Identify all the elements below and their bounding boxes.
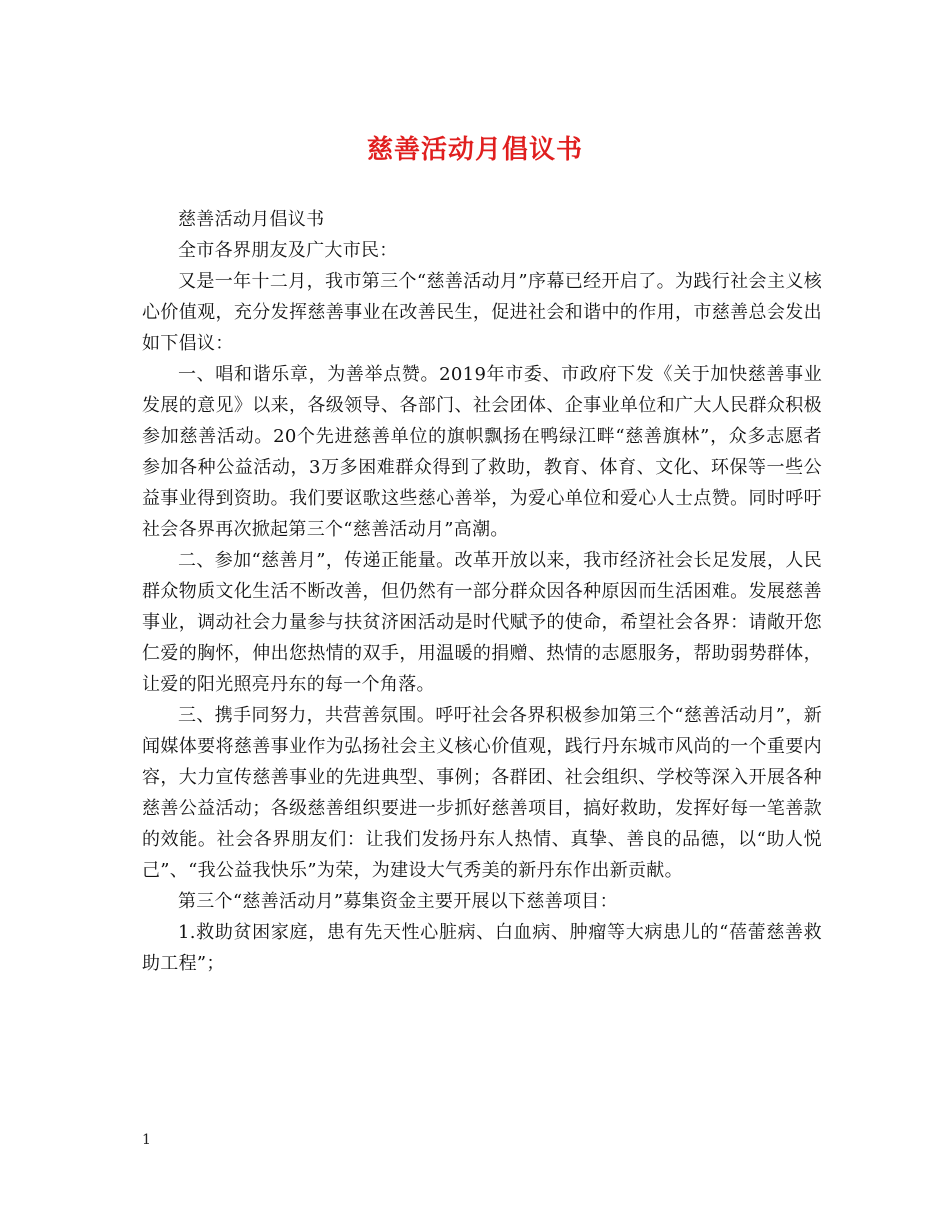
paragraph-point-three: 三、携手同努力，共营善氛围。呼吁社会各界积极参加第三个“慈善活动月”，新闻媒体要将慈善事业作为弘扬社会主义核心价值观，践行丹东城市风尚的一个重要内容，大力宣传慈善事业的先进典型、事例；各群团、社会组织、学校等深入开展各种慈善公益活动；各级慈善组织要进一步抓好慈善项目，搞好救助，发挥好每一笔善款的效能。社会各界朋友们：让我们发扬丹东人热情、真挚、善良的品德，以“助人悦己”、“我公益我快乐”为荣，为建设大气秀美的新丹东作出新贡献。 — [142, 705, 822, 881]
paragraph-intro: 又是一年十二月，我市第三个“慈善活动月”序幕已经开启了。为践行社会主义核心价值观，充分发挥慈善事业在改善民生，促进社会和谐中的作用，市慈善总会发出如下倡议： — [142, 271, 822, 354]
page-number: 1 — [142, 1132, 151, 1148]
paragraph-point-two: 二、参加“慈善月”，传递正能量。改革开放以来，我市经济社会长足发展，人民群众物质文化生活不断改善，但仍然有一部分群众因各种原因而生活困难。发展慈善事业，调动社会力量参与扶贫济困活动是时代赋予的使命，希望社会各界：请敞开您仁爱的胸怀，伸出您热情的双手，用温暖的捐赠、热情的志愿服务，帮助弱势群体，让爱的阳光照亮丹东的每一个角落。 — [142, 550, 822, 695]
document-title: 慈善活动月倡议书 — [366, 135, 583, 165]
document-body — [142, 204, 822, 979]
paragraph-subtitle: 慈善活动月倡议书 — [178, 209, 325, 230]
paragraph-project-one: 1.救助贫困家庭，患有先天性心脏病、白血病、肿瘤等大病患儿的“蓓蕾慈善救助工程”； — [142, 922, 822, 974]
paragraph-point-one: 一、唱和谐乐章，为善举点赞。2019年市委、市政府下发《关于加快慈善事业发展的意见》以来，各级领导、各部门、社会团体、企事业单位和广大人民群众积极参加慈善活动。20个先进慈善单位的旗帜飘扬在鸭绿江畔“慈善旗林”，众多志愿者参加各种公益活动，3万多困难群众得到了救助，教育、体育、文化、环保等一些公益事业得到资助。我们要讴歌这些慈心善举，为爱心单位和爱心人士点赞。同时呼吁社会各界再次掀起第三个“慈善活动月”高潮。 — [142, 364, 822, 540]
paragraph-salutation: 全市各界朋友及广大市民： — [178, 240, 398, 261]
paragraph-projects-intro: 第三个“慈善活动月”募集资金主要开展以下慈善项目： — [178, 891, 618, 912]
